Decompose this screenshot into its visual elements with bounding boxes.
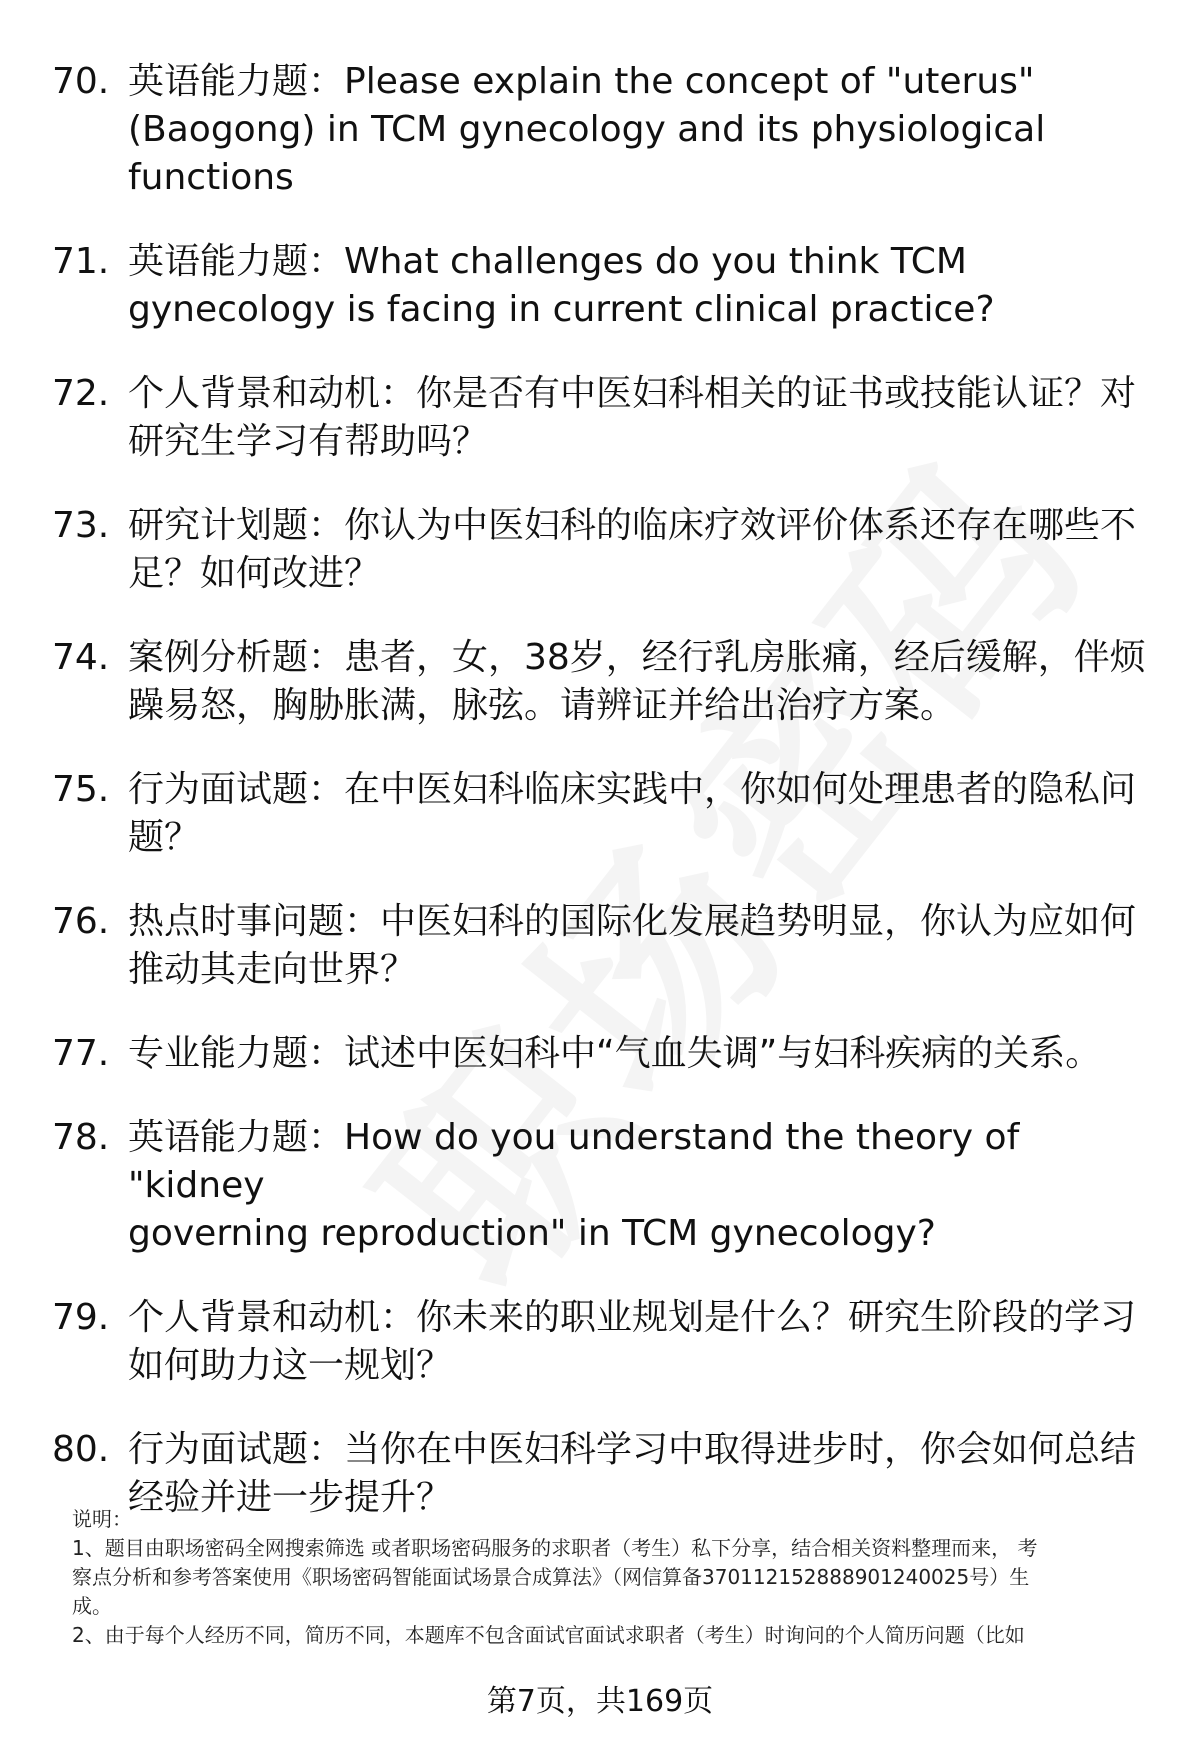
question-number: 77. xyxy=(52,1033,110,1074)
question-number: 70. xyxy=(52,61,110,102)
question-item xyxy=(52,238,1152,334)
question-text: 个人背景和动机：你是否有中医妇科相关的证书或技能认证？对 研究生学习有帮助吗？ xyxy=(128,373,1137,462)
notes-heading: 说明： xyxy=(72,1507,132,1531)
question-list xyxy=(52,58,1152,1558)
question-number: 78. xyxy=(52,1117,110,1158)
question-text: 英语能力题：What challenges do you think TCM gynecology is facing in current clinical practice? xyxy=(128,241,995,330)
question-number: 74. xyxy=(52,637,110,678)
question-number: 73. xyxy=(52,505,110,546)
note-line: 察点分析和参考答案使用《职场密码智能面试场景合成算法》（网信算备370112152888901240025号）生 xyxy=(72,1565,1030,1589)
question-text: 英语能力题：How do you understand the theory of "kidney governing reproduction" in TCM gynecology? xyxy=(128,1117,1020,1254)
question-text: 英语能力题：Please explain the concept of "uterus" (Baogong) in TCM gynecology and its physiological functions xyxy=(128,61,1046,198)
page-number: 第7页，共169页 xyxy=(486,1684,714,1719)
question-text: 研究计划题：你认为中医妇科的临床疗效评价体系还存在哪些不 足？如何改进？ xyxy=(128,505,1137,594)
question-number: 79. xyxy=(52,1297,110,1338)
note-line: 成。 xyxy=(72,1594,112,1618)
question-text: 行为面试题：当你在中医妇科学习中取得进步时，你会如何总结 经验并进一步提升？ xyxy=(128,1429,1137,1518)
question-text: 案例分析题：患者，女，38岁，经行乳房胀痛，经后缓解，伴烦 躁易怒，胸胁胀满，脉弦。请辨证并给出治疗方案。 xyxy=(128,637,1146,726)
question-item xyxy=(52,370,1152,466)
question-number: 75. xyxy=(52,769,110,810)
notes-section xyxy=(72,1505,1152,1650)
question-item xyxy=(52,1114,1152,1258)
question-item xyxy=(52,766,1152,862)
question-number: 72. xyxy=(52,373,110,414)
question-number: 76. xyxy=(52,901,110,942)
question-item xyxy=(52,898,1152,994)
note-line: 1、题目由职场密码全网搜索筛选 或者职场密码服务的求职者（考生）私下分享，结合相关资料整理而来， 考 xyxy=(72,1536,1038,1560)
question-number: 80. xyxy=(52,1429,110,1470)
question-item xyxy=(52,58,1152,202)
question-item xyxy=(52,1294,1152,1390)
question-text: 专业能力题：试述中医妇科中“气血失调”与妇科疾病的关系。 xyxy=(128,1033,1102,1074)
note-line: 2、由于每个人经历不同，简历不同，本题库不包含面试官面试求职者（考生）时询问的个人简历问题（比如 xyxy=(72,1623,1025,1647)
question-item xyxy=(52,634,1152,730)
question-text: 行为面试题：在中医妇科临床实践中，你如何处理患者的隐私问 题？ xyxy=(128,769,1137,858)
question-item xyxy=(52,1030,1152,1078)
question-text: 热点时事问题：中医妇科的国际化发展趋势明显，你认为应如何 推动其走向世界？ xyxy=(128,901,1137,990)
question-item xyxy=(52,502,1152,598)
question-number: 71. xyxy=(52,241,110,282)
question-text: 个人背景和动机：你未来的职业规划是什么？研究生阶段的学习 如何助力这一规划？ xyxy=(128,1297,1137,1386)
